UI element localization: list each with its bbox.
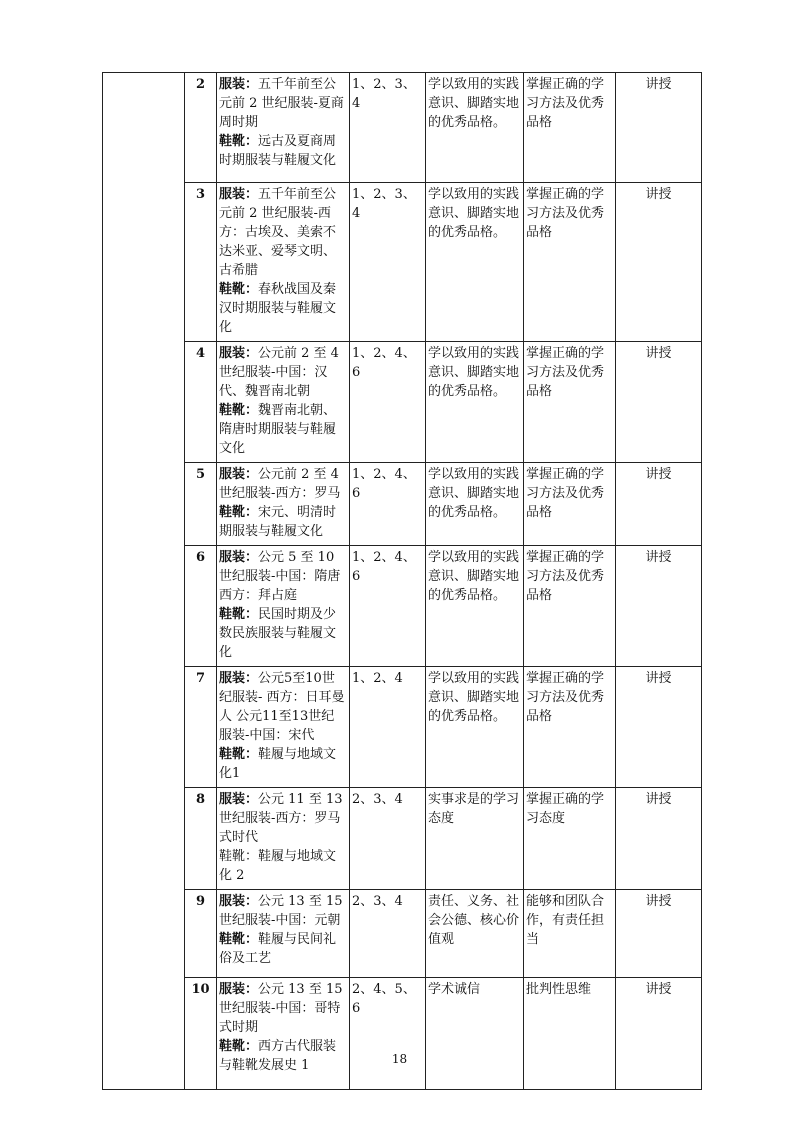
content-label: 服装： [219,671,259,686]
content-cell [217,667,350,788]
content-text: 鞋履与地域文化1 [219,747,337,781]
teaching-method-cell: 讲授 [616,667,702,788]
ideology-cell: 学以致用的实践意识、脚踏实地的优秀品格。 [426,342,524,463]
content-label: 鞋靴： [219,1039,259,1054]
content-label: 服装： [219,894,259,909]
content-label: 服装： [219,346,259,361]
schedule-body [103,73,702,1090]
content-line [219,790,347,847]
content-text: 宋元、明清时期服装与鞋履文化 [219,505,337,539]
content-text: 鞋履与民间礼俗及工艺 [219,932,337,966]
objectives-cell: 1、2、4、6 [350,546,426,667]
content-line [219,930,347,968]
week-number-cell: 2 [185,73,217,183]
week-number-cell: 9 [185,890,217,978]
table-row [103,890,702,978]
teaching-method-cell: 讲授 [616,978,702,1090]
teaching-method-cell: 讲授 [616,342,702,463]
content-line [219,605,347,662]
content-label: 鞋靴： [219,747,259,762]
content-text: 五千年前至公元前 2 世纪服装-西方：古埃及、美索不达米亚、爱琴文明、古希腊 [219,187,337,278]
content-label: 鞋靴： [219,403,259,418]
content-text: 公元 13 至 15 世纪服装-中国：哥特式时期 [219,982,343,1035]
objectives-cell: 1、2、4 [350,667,426,788]
table-row [103,667,702,788]
content-line [219,892,347,930]
objectives-cell: 1、2、3、4 [350,183,426,342]
table-row [103,546,702,667]
outcome-cell: 掌握正确的学习方法及优秀品格 [524,463,616,546]
teaching-method-cell: 讲授 [616,546,702,667]
week-number-cell: 5 [185,463,217,546]
content-text: 公元 5 至 10 世纪服装-中国：隋唐 西方：拜占庭 [219,550,341,603]
content-text: 公元前 2 至 4 世纪服装-西方：罗马 [219,467,341,501]
content-cell [217,978,350,1090]
outcome-cell: 批判性思维 [524,978,616,1090]
content-text: 民国时期及少数民族服装与鞋履文化 [219,607,337,660]
content-cell [217,73,350,183]
content-text: 远古及夏商周时期服装与鞋履文化 [219,134,337,168]
week-number-cell: 8 [185,788,217,890]
week-number-cell: 3 [185,183,217,342]
ideology-cell: 学以致用的实践意识、脚踏实地的优秀品格。 [426,463,524,546]
content-label: 鞋靴： [219,134,259,149]
content-text: 春秋战国及秦汉时期服装与鞋履文化 [219,282,337,335]
ideology-cell: 学以致用的实践意识、脚踏实地的优秀品格。 [426,546,524,667]
objectives-cell: 1、2、4、6 [350,463,426,546]
content-label: 鞋靴： [219,505,259,520]
content-line [219,401,347,458]
table-row [103,342,702,463]
ideology-cell: 学以致用的实践意识、脚踏实地的优秀品格。 [426,667,524,788]
content-text: 公元 11 至 13 世纪服装-西方：罗马式时代 [219,792,343,845]
content-line [219,745,347,783]
content-label: 服装： [219,77,259,92]
content-cell [217,788,350,890]
merged-blank-cell [103,73,185,1090]
objectives-cell: 2、3、4 [350,890,426,978]
content-line [219,280,347,337]
outcome-cell: 掌握正确的学习方法及优秀品格 [524,546,616,667]
objectives-cell: 2、3、4 [350,788,426,890]
content-cell [217,342,350,463]
content-text: 公元5至10世纪服装- 西方：日耳曼人 公元11至13世纪服装-中国：宋代 [219,671,345,743]
ideology-cell: 学以致用的实践意识、脚踏实地的优秀品格。 [426,73,524,183]
ideology-cell: 实事求是的学习态度 [426,788,524,890]
content-label: 服装： [219,467,259,482]
table-row [103,73,702,183]
content-text: 公元前 2 至 4 世纪服装-中国：汉代、魏晋南北朝 [219,346,339,399]
content-text: 鞋靴：鞋履与地域文化 2 [219,849,337,883]
content-line [219,847,347,885]
objectives-cell: 2、4、5、6 [350,978,426,1090]
content-line [219,75,347,132]
content-label: 服装： [219,792,259,807]
teaching-method-cell: 讲授 [616,73,702,183]
table-row [103,463,702,546]
teaching-method-cell: 讲授 [616,463,702,546]
content-label: 鞋靴： [219,282,259,297]
content-cell [217,183,350,342]
content-line [219,980,347,1037]
content-text: 魏晋南北朝、隋唐时期服装与鞋履文化 [219,403,337,456]
teaching-method-cell: 讲授 [616,183,702,342]
content-label: 鞋靴： [219,932,259,947]
content-cell [217,546,350,667]
outcome-cell: 掌握正确的学习方法及优秀品格 [524,667,616,788]
content-text: 西方古代服装与鞋靴发展史 1 [219,1039,337,1073]
ideology-cell: 学以致用的实践意识、脚踏实地的优秀品格。 [426,183,524,342]
ideology-cell: 责任、义务、社会公德、核心价值观 [426,890,524,978]
content-line [219,132,347,170]
content-line [219,344,347,401]
content-label: 服装： [219,982,259,997]
table-row [103,788,702,890]
page-number: 18 [391,1052,408,1066]
objectives-cell: 1、2、3、4 [350,73,426,183]
content-line [219,465,347,503]
outcome-cell: 掌握正确的学习方法及优秀品格 [524,342,616,463]
content-cell [217,463,350,546]
outcome-cell: 掌握正确的学习方法及优秀品格 [524,183,616,342]
week-number-cell: 6 [185,546,217,667]
ideology-cell: 学术诚信 [426,978,524,1090]
content-label: 鞋靴： [219,607,259,622]
course-schedule-table [102,72,702,1090]
teaching-method-cell: 讲授 [616,788,702,890]
week-number-cell: 7 [185,667,217,788]
content-line [219,669,347,745]
teaching-method-cell: 讲授 [616,890,702,978]
content-label: 服装： [219,187,259,202]
content-line [219,548,347,605]
table-row [103,978,702,1090]
week-number-cell: 10 [185,978,217,1090]
content-cell [217,890,350,978]
content-label: 服装： [219,550,259,565]
week-number-cell: 4 [185,342,217,463]
objectives-cell: 1、2、4、6 [350,342,426,463]
outcome-cell: 能够和团队合作，有责任担当 [524,890,616,978]
outcome-cell: 掌握正确的学习态度 [524,788,616,890]
content-text: 公元 13 至 15 世纪服装-中国：元朝 [219,894,343,928]
content-line [219,503,347,541]
content-text: 五千年前至公元前 2 世纪服装-夏商周时期 [219,77,344,130]
table-row [103,183,702,342]
content-line [219,185,347,280]
outcome-cell: 掌握正确的学习方法及优秀品格 [524,73,616,183]
